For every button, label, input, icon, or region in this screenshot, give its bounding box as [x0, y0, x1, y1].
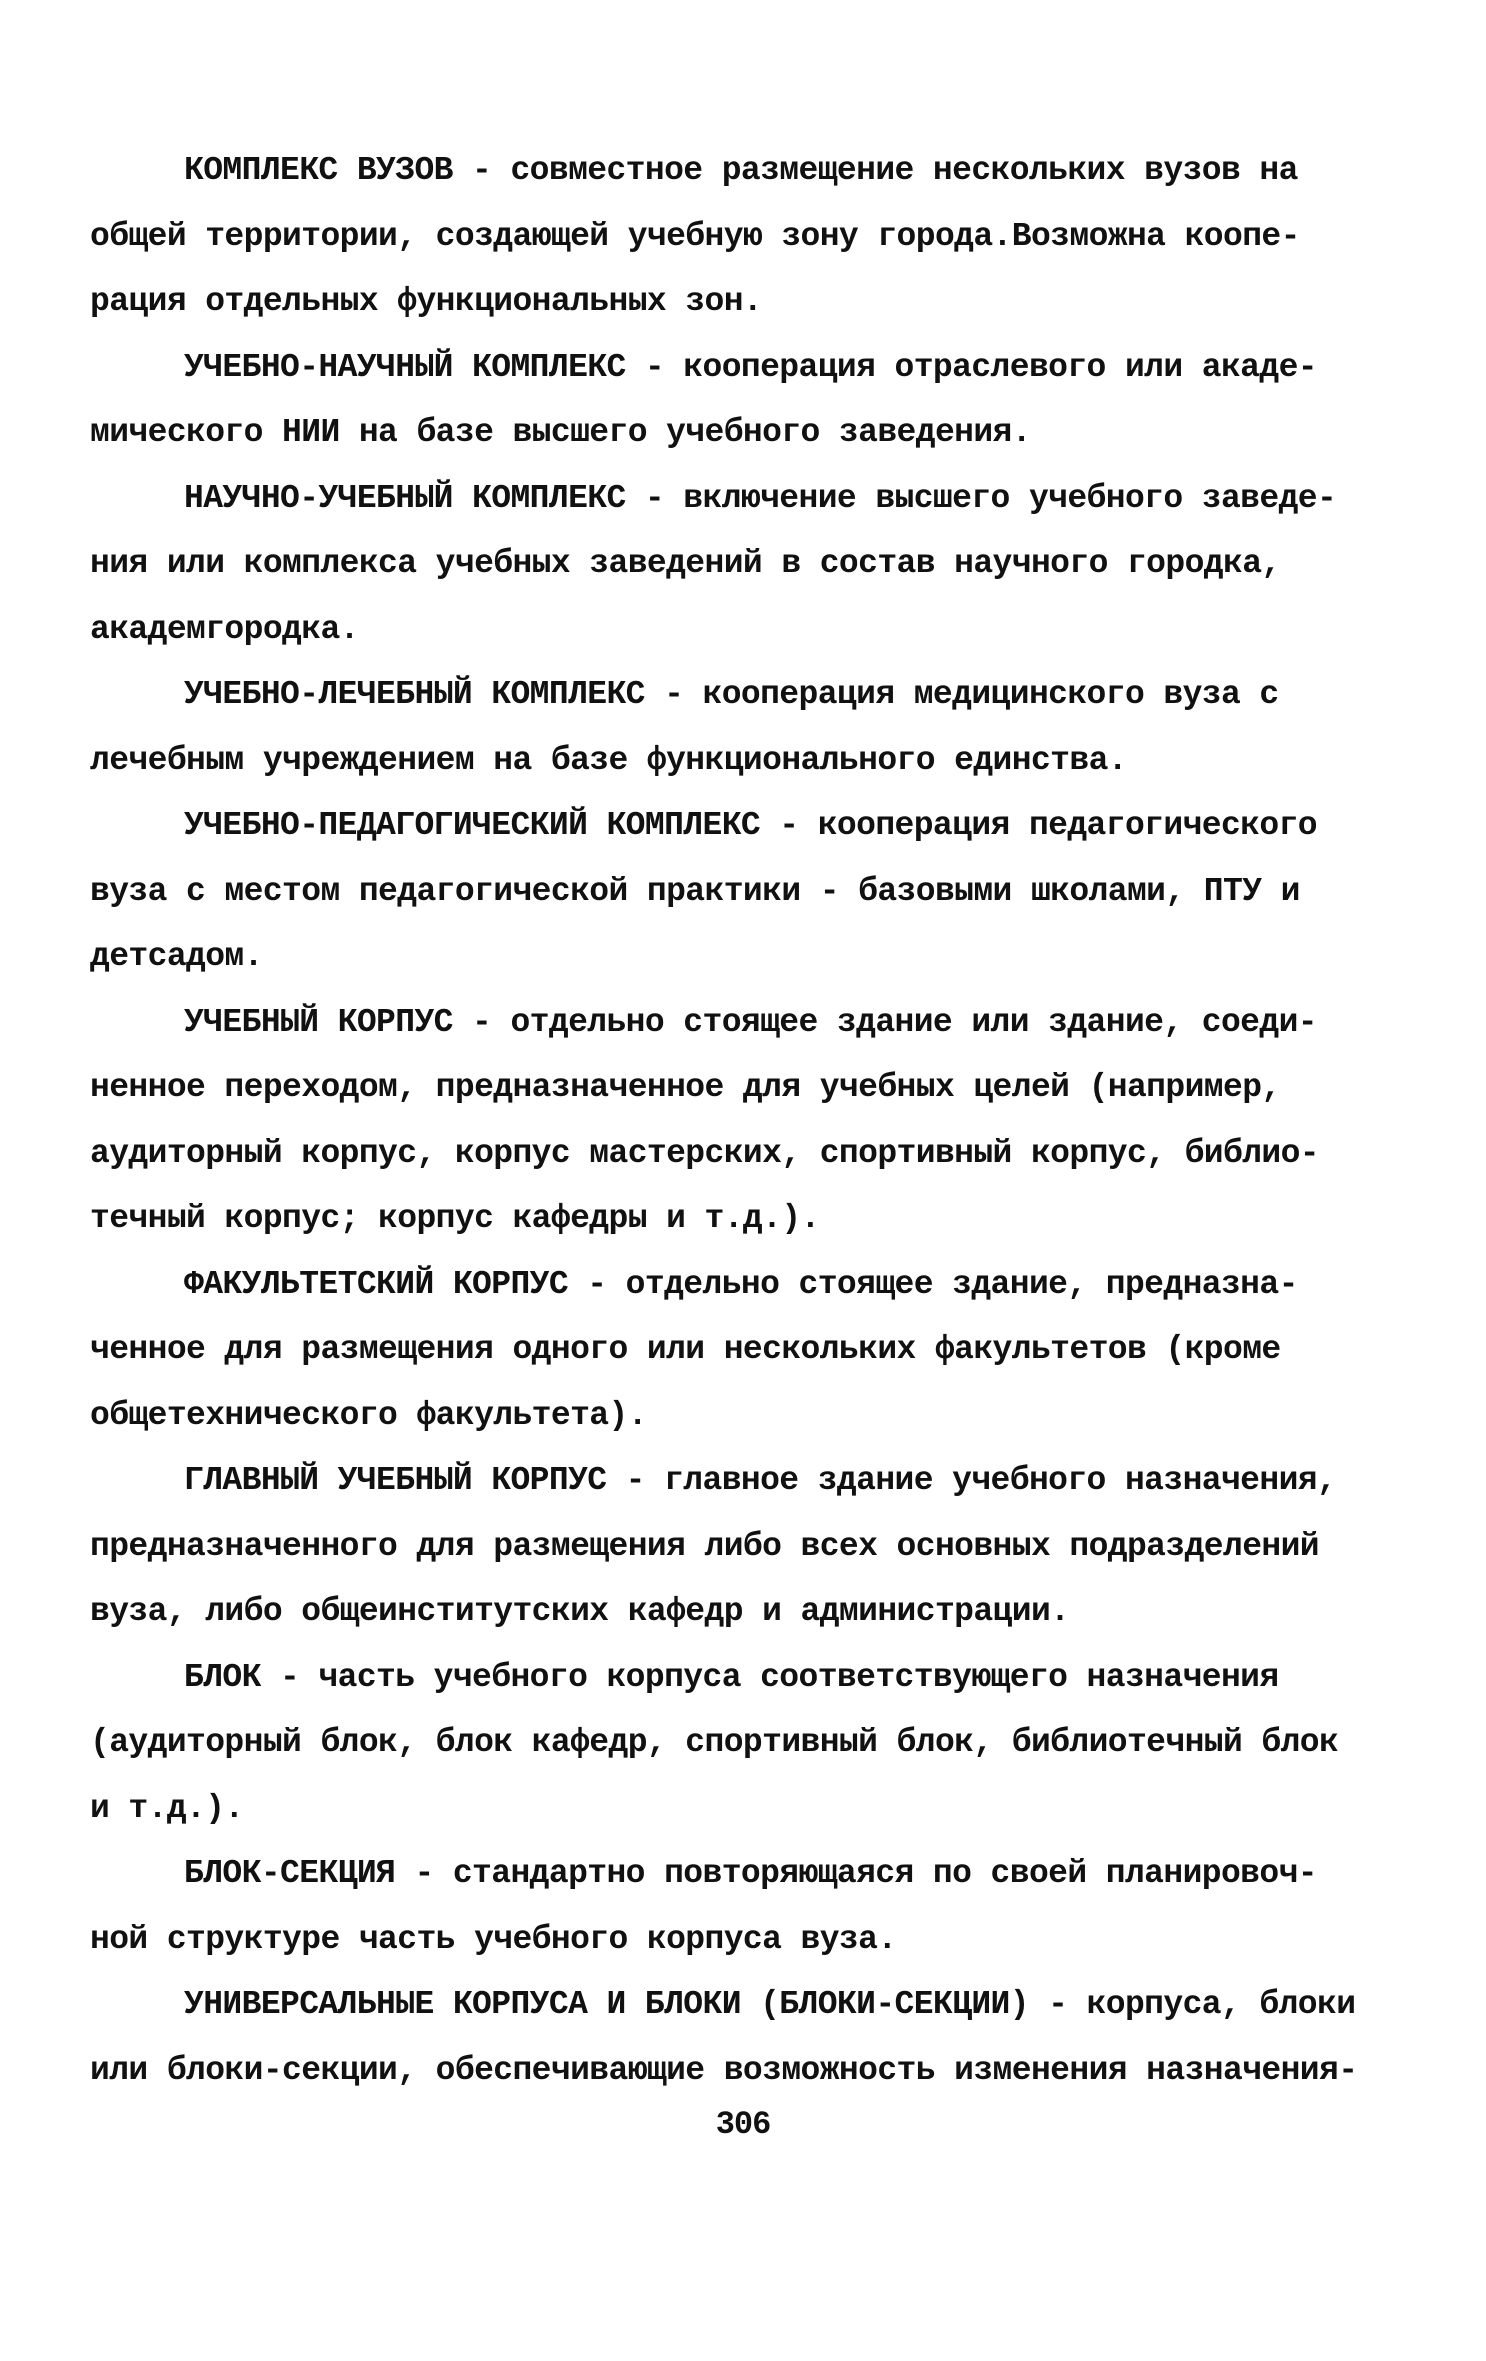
text-line: (аудиторный блок, блок кафедр, спортивный блок, библиотечный блок	[90, 1724, 1339, 1761]
text-line: ной структуре часть учебного корпуса вуза.	[90, 1920, 897, 1958]
text-line: УЧЕБНО-НАУЧНЫЙ КОМПЛЕКС - кооперация отраслевого или акаде-	[184, 348, 1317, 386]
body-text	[90, 138, 1420, 2103]
text-line: общетехнического факультета).	[90, 1396, 647, 1434]
text-line: ненное переходом, предназначенное для учебных целей (например,	[90, 1069, 1281, 1106]
text-line: УЧЕБНО-ПЕДАГОГИЧЕСКИЙ КОМПЛЕКС - кооперация педагогического	[184, 807, 1317, 844]
text-line: БЛОК-СЕКЦИЯ - стандартно повторяющаяся по своей планировоч-	[184, 1855, 1317, 1892]
text-line: мического НИИ на базе высшего учебного заведения.	[90, 414, 1031, 451]
text-line: КОМПЛЕКС ВУЗОВ - совместное размещение нескольких вузов на	[184, 152, 1298, 189]
text-line: течный корпус; корпус кафедры и т.д.).	[90, 1200, 820, 1237]
text-line: общей территории, создающей учебную зону города.Возможна коопе-	[90, 217, 1300, 255]
text-line: УНИВЕРСАЛЬНЫЕ КОРПУСА И БЛОКИ (БЛОКИ-СЕКЦИИ) - корпуса, блоки	[184, 1986, 1356, 2023]
text-line: вуза, либо общеинститутских кафедр и администрации.	[90, 1593, 1070, 1630]
text-line: детсадом.	[90, 938, 263, 975]
text-line: или блоки-секции, обеспечивающие возможность изменения назначения-	[90, 2051, 1358, 2089]
text-line: вуза с местом педагогической практики - базовыми школами, ПТУ и	[90, 872, 1300, 910]
text-line: ченное для размещения одного или нескольких факультетов (кроме	[90, 1331, 1281, 1368]
text-line: рация отдельных функциональных зон.	[90, 283, 763, 320]
text-line: ния или комплекса учебных заведений в состав научного городка,	[90, 545, 1281, 582]
text-line: лечебным учреждением на базе функционального единства.	[90, 741, 1127, 779]
text-line: УЧЕБНЫЙ КОРПУС - отдельно стоящее здание или здание, соеди-	[184, 1003, 1317, 1041]
text-line: НАУЧНО-УЧЕБНЫЙ КОМПЛЕКС - включение высшего учебного заведе-	[184, 479, 1337, 517]
text-line: ФАКУЛЬТЕТСКИЙ КОРПУС - отдельно стоящее здание, предназна-	[184, 1265, 1298, 1303]
text-line: академгородка.	[90, 610, 359, 648]
text-line: БЛОК - часть учебного корпуса соответствующего назначения	[184, 1658, 1279, 1696]
page-number: 306	[715, 2106, 771, 2143]
text-line: УЧЕБНО-ЛЕЧЕБНЫЙ КОМПЛЕКС - кооперация медицинского вуза с	[184, 676, 1279, 713]
text-line: ГЛАВНЫЙ УЧЕБНЫЙ КОРПУС - главное здание учебного назначения,	[184, 1462, 1337, 1499]
text-line: и т.д.).	[90, 1789, 244, 1827]
text-line: аудиторный корпус, корпус мастерских, спортивный корпус, библио-	[90, 1134, 1320, 1172]
text-line: предназначенного для размещения либо всех основных подразделений	[90, 1527, 1320, 1565]
